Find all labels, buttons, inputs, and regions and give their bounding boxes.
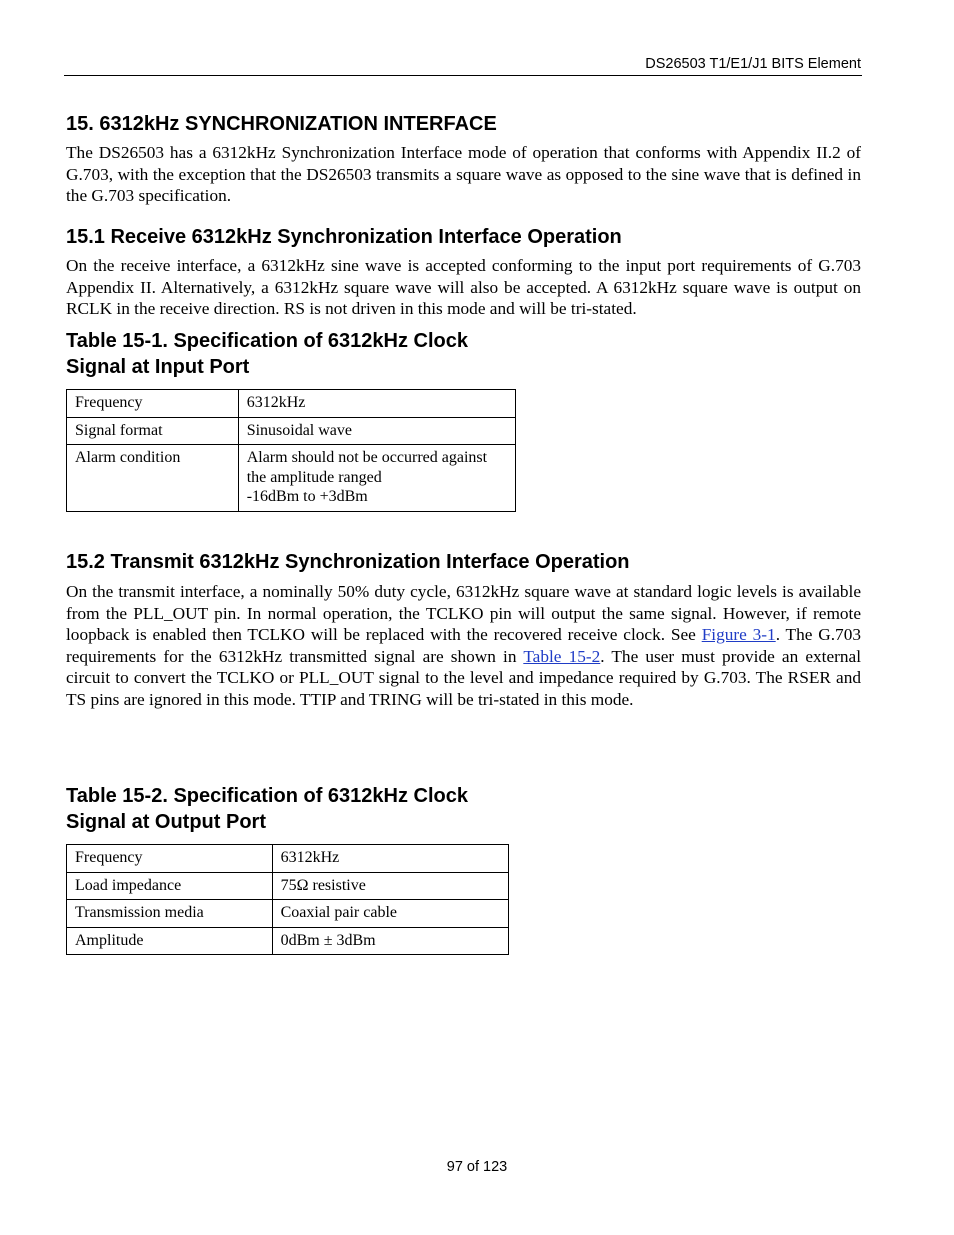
table-15-1-caption xyxy=(66,328,468,380)
header-rule xyxy=(64,75,862,76)
section-15-1-paragraph: On the receive interface, a 6312kHz sine wave is accepted conforming to the input port requirements of G.703 Appendix II. Alternatively, a 6312kHz square wave will also be accepted. A 6312kHz square wave is output on RCLK in the receive direction. RS is not driven in this mode and will be tri-stated. xyxy=(66,256,861,318)
table-15-2-caption-line2: Signal at Output Port xyxy=(66,811,266,833)
section-15-2-text-part3: . The user must provide an external circuit to convert the TCLKO or PLL_OUT signal to the level and impedance required by G.703. The RSER and TS pins are ignored in this mode. TTIP and TRING will be tri-stated in this mode. xyxy=(66,646,862,709)
section-15-1-heading: 15.1 Receive 6312kHz Synchronization Interface Operation xyxy=(66,226,622,248)
table-cell-label: Frequency xyxy=(67,390,239,418)
table-cell-label: Frequency xyxy=(67,845,273,873)
table-cell-value: 0dBm ± 3dBm xyxy=(272,927,508,955)
table-cell-label: Load impedance xyxy=(67,872,273,900)
table-15-2 xyxy=(66,844,509,955)
section-15-paragraph: The DS26503 has a 6312kHz Synchronization Interface mode of operation that conforms with Appendix II.2 of G.703, with the exception that the DS26503 transmits a square wave as opposed to the sine wave that is defined in the G.703 specification. xyxy=(66,143,861,205)
table-cell-label: Signal format xyxy=(67,417,239,445)
table-cell-label: Transmission media xyxy=(67,900,273,928)
table-cell-line: Alarm should not be occurred against xyxy=(246,449,488,466)
running-header: DS26503 T1/E1/J1 BITS Element xyxy=(645,56,861,72)
table-cell-label: Alarm condition xyxy=(67,445,239,512)
section-15-2-text-part1: On the transmit interface, a nominally 50% duty cycle, 6312kHz square wave at standard logic levels is available from the PLL_OUT pin. In normal operation, the TCLKO pin will output the same signal. However, if remote loopback is enabled then TCLKO will be replaced with the recovered receive clock. See xyxy=(66,582,861,644)
table-cell-line: the amplitude ranged xyxy=(246,468,382,486)
table-row xyxy=(67,845,509,873)
table-row xyxy=(67,417,516,445)
table-15-2-link[interactable]: Table 15-2 xyxy=(523,646,601,666)
table-15-1-caption-line2: Signal at Input Port xyxy=(66,356,250,378)
table-cell-value: Sinusoidal wave xyxy=(238,417,515,445)
table-15-1-caption-line1: Table 15-1. Specification of 6312kHz Clock xyxy=(66,330,468,352)
table-row xyxy=(67,900,509,928)
table-15-2-caption xyxy=(66,783,468,835)
table-cell-value: 6312kHz xyxy=(272,845,508,873)
table-row xyxy=(67,445,516,512)
table-cell-value: Coaxial pair cable xyxy=(272,900,508,928)
table-15-1 xyxy=(66,389,516,512)
table-row xyxy=(67,927,509,955)
figure-3-1-link[interactable]: Figure 3-1 xyxy=(701,625,776,644)
section-15-2-text-part2: . The G.703 requirements for the 6312kHz transmitted signal are shown in xyxy=(66,625,861,666)
table-cell-value: 6312kHz xyxy=(238,390,515,418)
table-cell-label: Amplitude xyxy=(67,927,273,955)
section-15-2-heading: 15.2 Transmit 6312kHz Synchronization Interface Operation xyxy=(66,551,630,573)
section-15-heading: 15. 6312kHz SYNCHRONIZATION INTERFACE xyxy=(66,113,497,135)
table-row xyxy=(67,390,516,418)
table-15-2-caption-line1: Table 15-2. Specification of 6312kHz Clock xyxy=(66,785,468,807)
table-cell-value: 75Ω resistive xyxy=(272,872,508,900)
section-15-2-paragraph xyxy=(66,581,861,710)
page-number: 97 of 123 xyxy=(446,1159,508,1175)
table-cell-value xyxy=(238,445,515,512)
table-row xyxy=(67,872,509,900)
table-cell-line: -16dBm to +3dBm xyxy=(246,488,368,505)
